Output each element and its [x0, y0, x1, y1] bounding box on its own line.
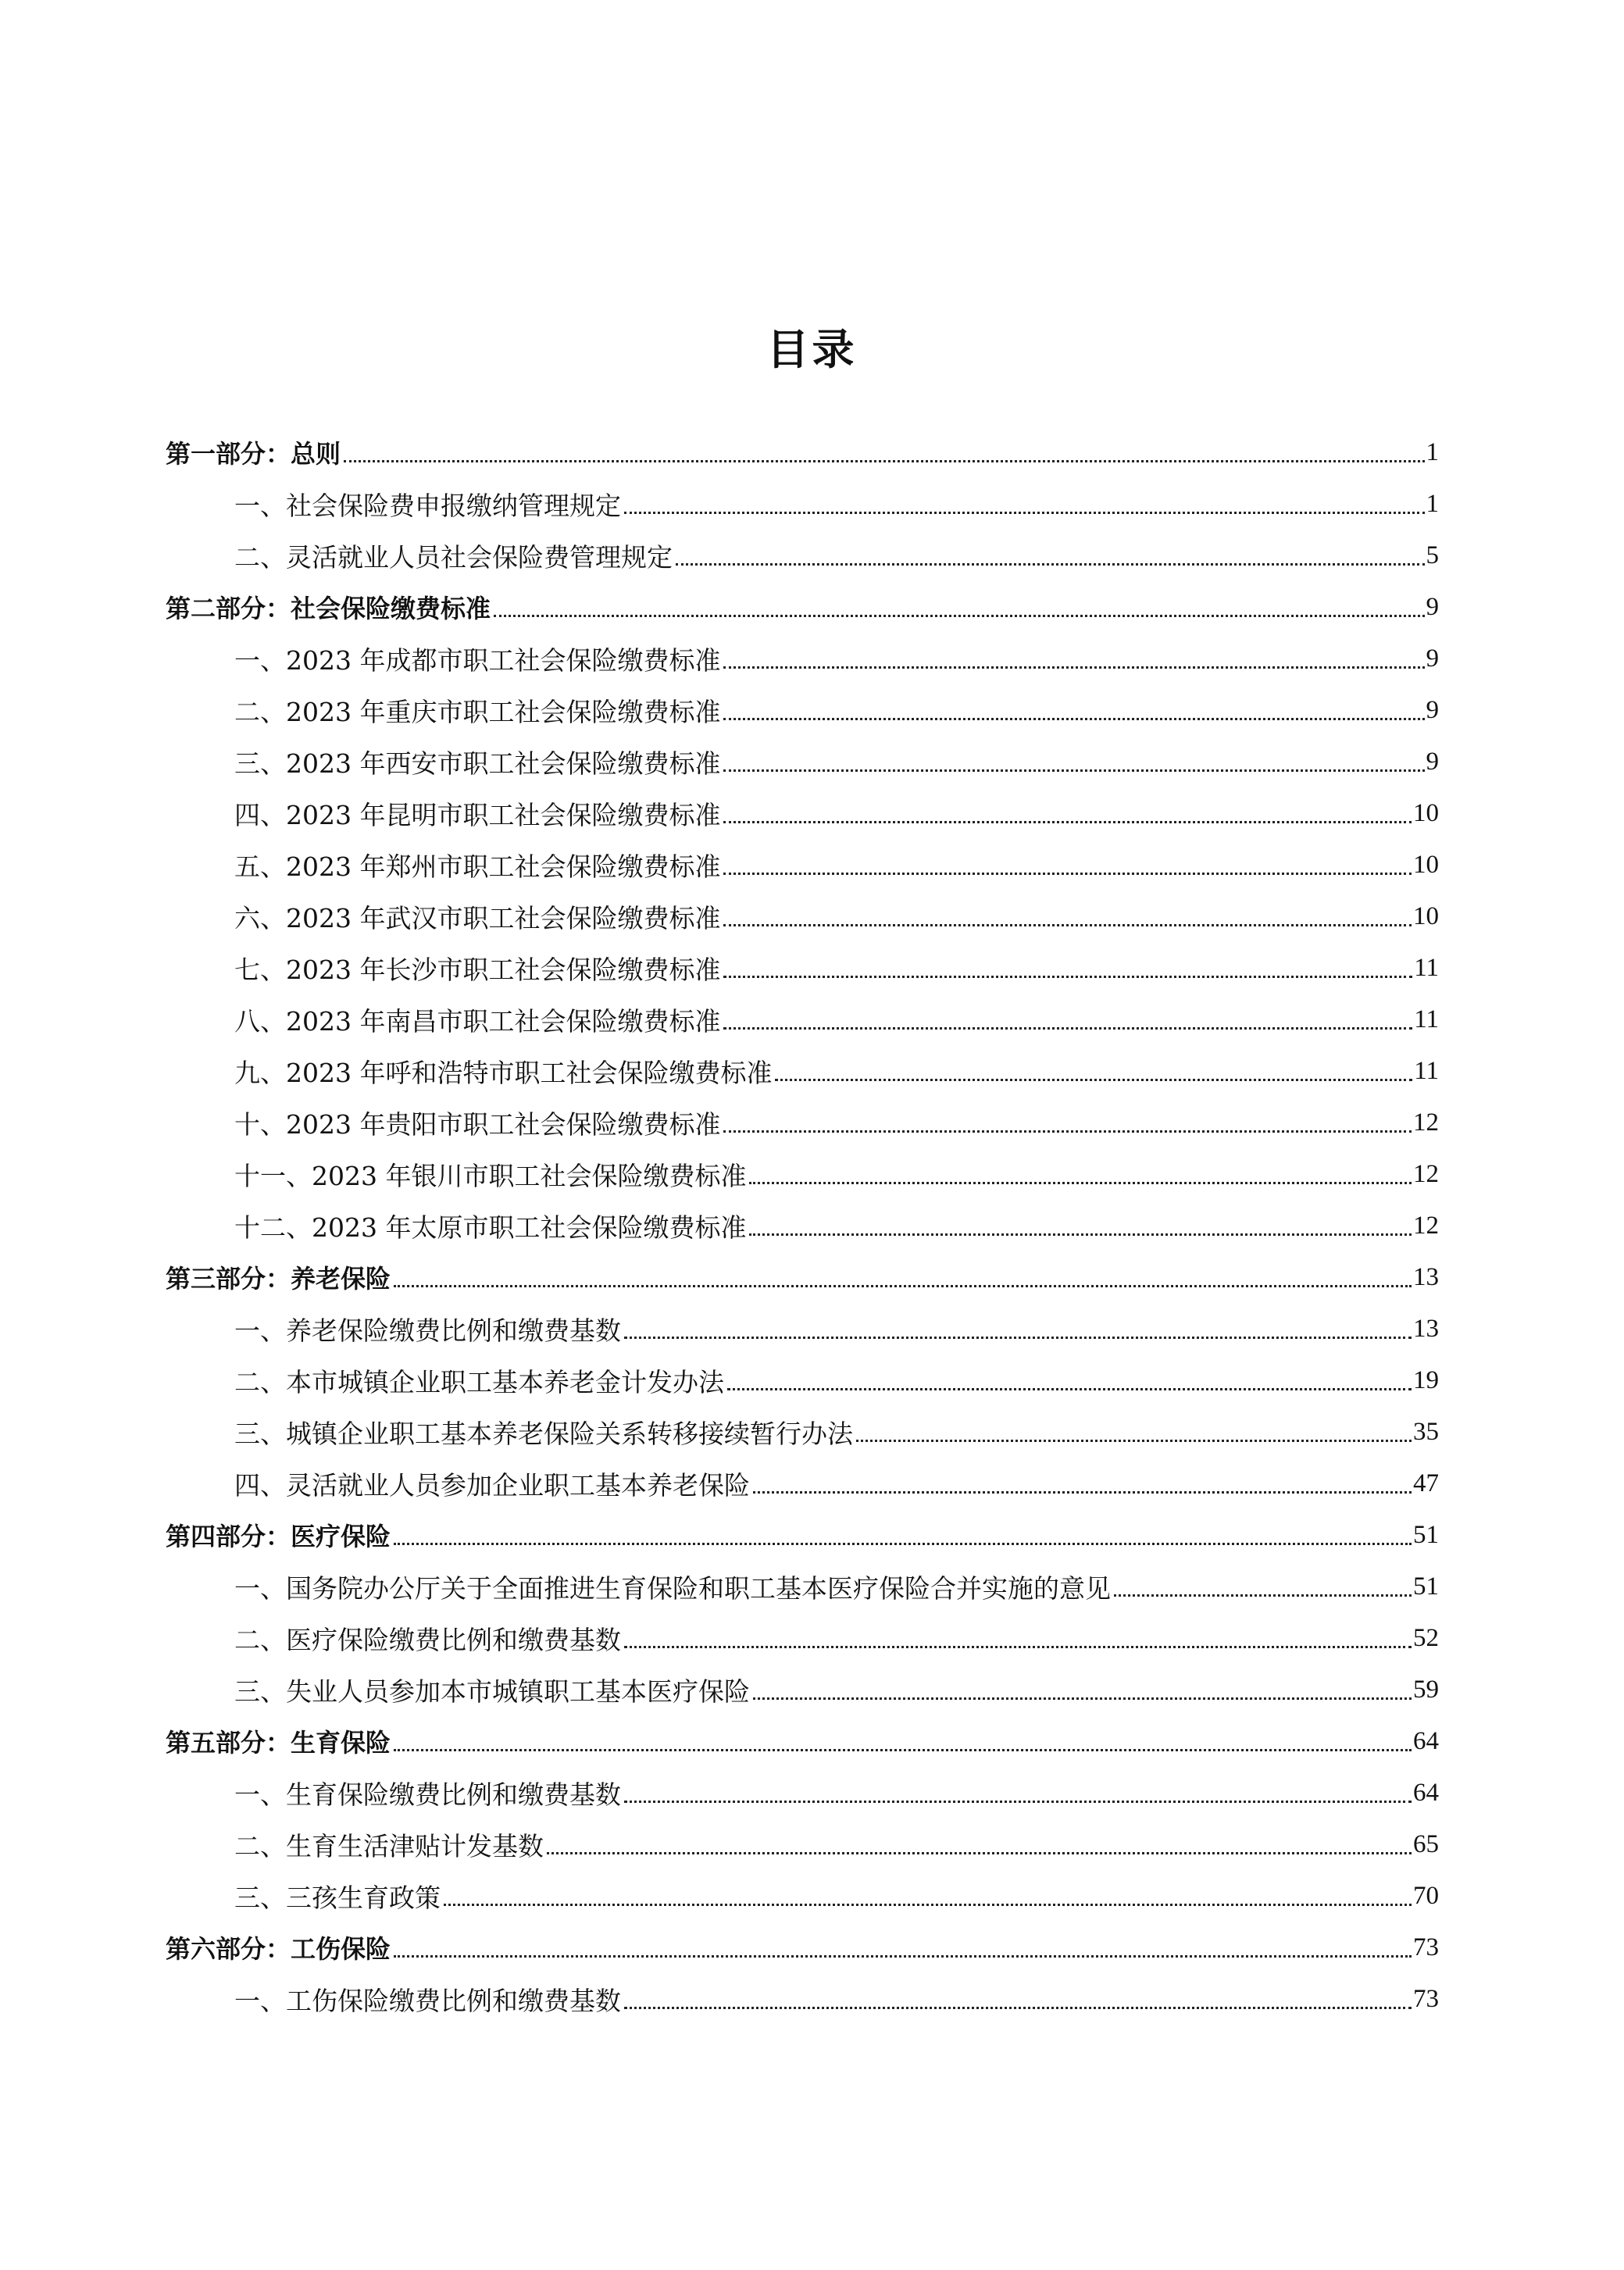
toc-entry-label: 三、失业人员参加本市城镇职工基本医疗保险 [234, 1676, 750, 1707]
toc-entry-label: 第三部分：养老保险 [166, 1264, 391, 1294]
toc-item-entry[interactable] [166, 787, 1439, 839]
toc-entry-page-number: 10 [1413, 901, 1439, 930]
toc-item-entry[interactable] [166, 839, 1439, 891]
toc-item-entry[interactable] [166, 1458, 1439, 1509]
dot-leader [727, 1388, 1412, 1390]
toc-part-entry[interactable] [166, 1715, 1439, 1767]
toc-item-entry[interactable] [166, 891, 1439, 942]
toc-entry-page-number: 73 [1413, 1933, 1439, 1961]
dot-leader [753, 1697, 1412, 1700]
toc-entry-page-number: 73 [1413, 1984, 1439, 2013]
toc-entry-page-number: 10 [1413, 798, 1439, 827]
toc-entry-label: 第一部分：总则 [166, 439, 341, 469]
dot-leader [676, 563, 1425, 566]
dot-leader [394, 1285, 1412, 1287]
toc-entry-label: 三、2023 年西安市职工社会保险缴费标准 [234, 748, 721, 779]
toc-entry-label: 十二、2023 年太原市职工社会保险缴费标准 [234, 1212, 747, 1243]
toc-item-entry[interactable] [166, 1818, 1439, 1870]
toc-item-entry[interactable] [166, 1870, 1439, 1922]
toc-part-entry[interactable] [166, 1251, 1439, 1303]
toc-item-entry[interactable] [166, 994, 1439, 1045]
toc-entry-label: 六、2023 年武汉市职工社会保险缴费标准 [234, 902, 721, 933]
dot-leader [856, 1440, 1412, 1442]
toc-entry-page-number: 13 [1413, 1262, 1439, 1291]
toc-item-entry[interactable] [166, 942, 1439, 994]
toc-entry-label: 七、2023 年长沙市职工社会保险缴费标准 [234, 954, 721, 985]
toc-entry-label: 二、生育生活津贴计发基数 [234, 1830, 544, 1861]
toc-entry-label: 一、国务院办公厅关于全面推进生育保险和职工基本医疗保险合并实施的意见 [234, 1572, 1111, 1604]
toc-entry-page-number: 35 [1413, 1417, 1439, 1446]
toc-entry-page-number: 64 [1413, 1778, 1439, 1807]
toc-part-entry[interactable] [166, 1922, 1439, 1973]
toc-item-entry[interactable] [166, 530, 1439, 581]
toc-entry-page-number: 70 [1413, 1881, 1439, 1910]
toc-item-entry[interactable] [166, 736, 1439, 787]
toc-item-entry[interactable] [166, 1303, 1439, 1355]
dot-leader [749, 1233, 1412, 1236]
toc-entry-page-number: 11 [1414, 1005, 1439, 1033]
toc-item-entry[interactable] [166, 1200, 1439, 1251]
dot-leader [749, 1182, 1412, 1184]
toc-entry-page-number: 64 [1413, 1726, 1439, 1755]
toc-item-entry[interactable] [166, 1045, 1439, 1097]
dot-leader [624, 1801, 1412, 1803]
toc-entry-page-number: 65 [1413, 1829, 1439, 1858]
toc-entry-label: 四、灵活就业人员参加企业职工基本养老保险 [234, 1469, 750, 1501]
toc-item-entry[interactable] [166, 1406, 1439, 1458]
toc-entry-page-number: 1 [1426, 437, 1439, 466]
toc-entry-label: 第六部分：工伤保险 [166, 1934, 391, 1964]
dot-leader [723, 1130, 1412, 1133]
dot-leader [624, 512, 1425, 514]
toc-item-entry[interactable] [166, 1148, 1439, 1200]
dot-leader [624, 1337, 1412, 1339]
dot-leader [723, 873, 1412, 875]
toc-entry-label: 九、2023 年呼和浩特市职工社会保险缴费标准 [234, 1057, 773, 1088]
toc-item-entry[interactable] [166, 633, 1439, 684]
table-of-contents [166, 427, 1439, 2025]
dot-leader [723, 666, 1424, 669]
toc-entry-page-number: 9 [1426, 747, 1439, 776]
toc-entry-label: 一、工伤保险缴费比例和缴费基数 [234, 1985, 621, 2016]
toc-item-entry[interactable] [166, 1355, 1439, 1406]
dot-leader [1114, 1594, 1412, 1597]
toc-entry-label: 一、社会保险费申报缴纳管理规定 [234, 490, 621, 521]
toc-entry-page-number: 11 [1414, 953, 1439, 982]
dot-leader [723, 718, 1424, 720]
toc-item-entry[interactable] [166, 1664, 1439, 1715]
toc-part-entry[interactable] [166, 427, 1439, 478]
toc-entry-page-number: 19 [1413, 1365, 1439, 1394]
dot-leader [723, 1027, 1412, 1030]
toc-entry-label: 第四部分：医疗保险 [166, 1522, 391, 1551]
toc-entry-page-number: 9 [1426, 592, 1439, 621]
toc-entry-label: 一、2023 年成都市职工社会保险缴费标准 [234, 644, 721, 676]
toc-entry-label: 五、2023 年郑州市职工社会保险缴费标准 [234, 851, 721, 882]
dot-leader [624, 1646, 1412, 1648]
dot-leader [344, 460, 1424, 462]
toc-entry-page-number: 9 [1426, 644, 1439, 673]
toc-entry-label: 四、2023 年昆明市职工社会保险缴费标准 [234, 799, 721, 830]
dot-leader [775, 1079, 1412, 1081]
toc-entry-page-number: 11 [1414, 1056, 1439, 1085]
toc-item-entry[interactable] [166, 1612, 1439, 1664]
dot-leader [444, 1904, 1412, 1906]
toc-item-entry[interactable] [166, 478, 1439, 530]
dot-leader [753, 1491, 1412, 1494]
toc-entry-label: 十、2023 年贵阳市职工社会保险缴费标准 [234, 1108, 721, 1140]
toc-entry-label: 十一、2023 年银川市职工社会保险缴费标准 [234, 1160, 747, 1191]
dot-leader [547, 1852, 1412, 1854]
toc-entry-page-number: 12 [1413, 1211, 1439, 1240]
toc-entry-label: 二、医疗保险缴费比例和缴费基数 [234, 1624, 621, 1655]
toc-entry-page-number: 52 [1413, 1623, 1439, 1652]
toc-entry-page-number: 51 [1413, 1572, 1439, 1601]
dot-leader [723, 821, 1412, 823]
toc-entry-page-number: 5 [1426, 541, 1439, 569]
dot-leader [394, 1749, 1412, 1751]
toc-item-entry[interactable] [166, 1561, 1439, 1612]
toc-entry-label: 八、2023 年南昌市职工社会保险缴费标准 [234, 1005, 721, 1037]
toc-entry-page-number: 51 [1413, 1520, 1439, 1549]
toc-entry-label: 二、2023 年重庆市职工社会保险缴费标准 [234, 696, 721, 727]
toc-part-entry[interactable] [166, 1509, 1439, 1561]
toc-item-entry[interactable] [166, 1767, 1439, 1818]
dot-leader [394, 1955, 1412, 1958]
toc-entry-label: 一、生育保险缴费比例和缴费基数 [234, 1779, 621, 1810]
toc-item-entry[interactable] [166, 1097, 1439, 1148]
toc-entry-label: 二、本市城镇企业职工基本养老金计发办法 [234, 1366, 724, 1397]
toc-entry-label: 三、城镇企业职工基本养老保险关系转移接续暂行办法 [234, 1418, 853, 1449]
toc-entry-page-number: 59 [1413, 1675, 1439, 1704]
toc-entry-label: 二、灵活就业人员社会保险费管理规定 [234, 541, 673, 573]
toc-entry-page-number: 10 [1413, 850, 1439, 879]
dot-leader [394, 1543, 1412, 1545]
toc-entry-page-number: 9 [1426, 695, 1439, 724]
toc-entry-page-number: 47 [1413, 1469, 1439, 1497]
dot-leader [723, 769, 1424, 772]
dot-leader [723, 924, 1412, 926]
toc-entry-page-number: 13 [1413, 1314, 1439, 1343]
toc-entry-label: 一、养老保险缴费比例和缴费基数 [234, 1315, 621, 1346]
toc-entry-label: 第二部分：社会保险缴费标准 [166, 594, 491, 623]
toc-item-entry[interactable] [166, 1973, 1439, 2025]
toc-entry-page-number: 1 [1426, 489, 1439, 518]
toc-part-entry[interactable] [166, 581, 1439, 633]
dot-leader [624, 2007, 1412, 2009]
toc-entry-page-number: 12 [1413, 1159, 1439, 1188]
dot-leader [723, 976, 1412, 978]
dot-leader [494, 615, 1424, 617]
toc-entry-page-number: 12 [1413, 1108, 1439, 1137]
toc-item-entry[interactable] [166, 684, 1439, 736]
page-title: 目录 [766, 325, 858, 374]
toc-entry-label: 第五部分：生育保险 [166, 1728, 391, 1758]
toc-entry-label: 三、三孩生育政策 [234, 1882, 441, 1913]
